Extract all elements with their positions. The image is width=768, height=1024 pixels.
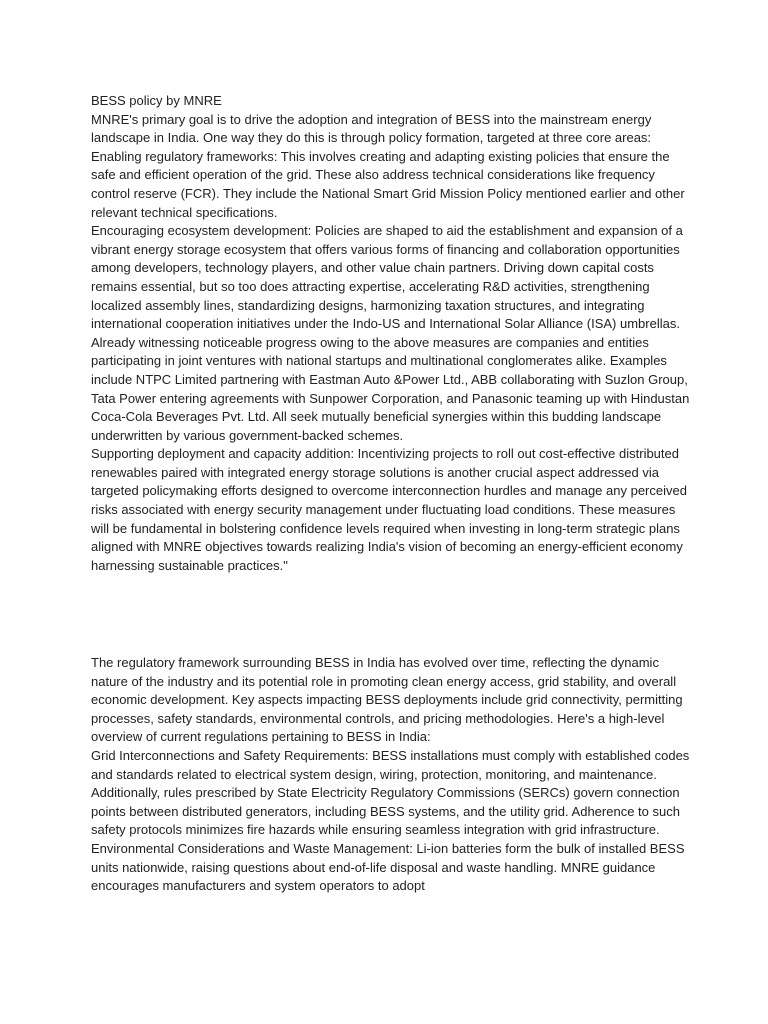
regulatory-overview-paragraph: The regulatory framework surrounding BESS in India has evolved over time, reflecting the dynamic nature of the industry and its potential role in promoting clean energy access, grid stability, and overall economic development. Key aspects impacting BESS deployments include grid connectivity, permitting processes, safety standards, environmental controls, and pricing methodologies. Here's a high-level overview of current regulations pertaining to BESS in India:: [91, 655, 683, 745]
document-title: BESS policy by MNRE: [91, 93, 222, 108]
environmental-waste-paragraph: Environmental Considerations and Waste Management: Li-ion batteries form the bulk of installed BESS units nationwide, raising questions about end-of-life disposal and waste handling. MNRE guidance encourages manufacturers and system operators to adopt: [91, 840, 685, 894]
section-regulatory-overview: [91, 654, 691, 896]
regulatory-frameworks-paragraph: Enabling regulatory frameworks: This involves creating and adapting existing policies that ensure the safe and efficient operation of the grid. These also address technical considerations like frequency control reserve (FCR). They include the National Smart Grid Mission Policy mentioned earlier and other relevant technical specifications.: [91, 148, 685, 220]
intro-paragraph: MNRE's primary goal is to drive the adoption and integration of BESS into the mainstream energy landscape in India. One way they do this is through policy formation, targeted at three core areas:: [91, 111, 652, 146]
section-bess-policy: [91, 92, 691, 575]
deployment-capacity-paragraph: Supporting deployment and capacity addition: Incentivizing projects to roll out cost-effective distributed renewables paired with integrated energy storage solutions is another crucial aspect addressed via targeted policymaking efforts designed to overcome interconnection hurdles and manage any perceived risks associated with energy security management under fluctuating load conditions. These measures will be fundamental in bolstering confidence levels required when investing in long-term strategic plans aligned with MNRE objectives towards realizing India's vision of becoming an energy-efficient economy harnessing sustainable practices.": [91, 446, 687, 573]
ecosystem-development-paragraph: Encouraging ecosystem development: Policies are shaped to aid the establishment and expansion of a vibrant energy storage ecosystem that offers various forms of financing and collaboration opportunities among developers, technology players, and other value chain partners. Driving down capital costs remains essential, but so too does attracting expertise, accelerating R&D activities, strengthening localized assembly lines, standardizing designs, harmonizing taxation structures, and integrating international cooperation initiatives under the Indo-US and International Solar Alliance (ISA) umbrellas. Already witnessing noticeable progress owing to the above measures are companies and entities participating in joint ventures with national startups and multinational conglomerates alike. Examples include NTPC Limited partnering with Eastman Auto &Power Ltd., ABB collaborating with Suzlon Group, Tata Power entering agreements with Sunpower Corporation, and Panasonic teaming up with Hindustan Coca-Cola Beverages Pvt. Ltd. All seek mutually beneficial synergies within this budding landscape underwritten by various government-backed schemes.: [91, 223, 690, 443]
grid-safety-paragraph: Grid Interconnections and Safety Requirements: BESS installations must comply with established codes and standards related to electrical system design, wiring, protection, monitoring, and maintenance. Additionally, rules prescribed by State Electricity Regulatory Commissions (SERCs) govern connection points between distributed generators, including BESS systems, and the utility grid. Adherence to such safety protocols minimizes fire hazards while ensuring seamless integration with grid infrastructure.: [91, 747, 690, 838]
